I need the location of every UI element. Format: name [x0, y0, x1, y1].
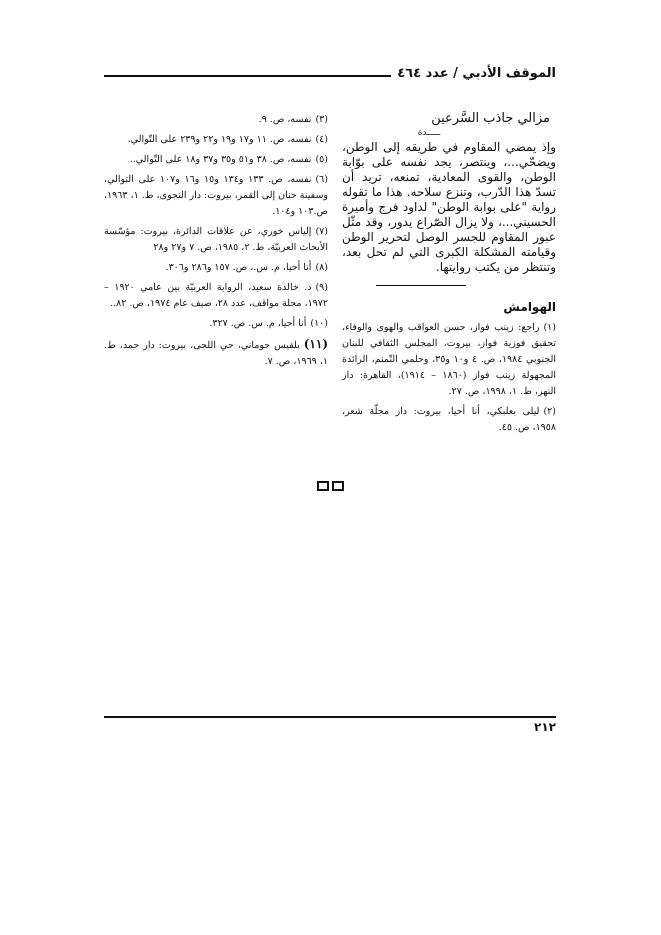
footnote-number: (١) [543, 322, 556, 333]
running-header [104, 62, 556, 84]
footnote-11 [104, 336, 328, 370]
footnote-text: راجع: زينب فواز، حسن العواقب والهوى والوفاء، تحقيق فوزية فواز، بيروت، المجلس الثقافي للبنان الجنوبي ١٩٨٤، ص. ٤ و١٠ و٣٥، وحلمي التّمنم، الرائدة المجهولة زينب فواز (١٨٦٠ – ١٩١٤)، القاهرة: دار النهر، ط. ١، ١٩٩٨، ص. ٢٧. [342, 322, 557, 397]
footnote-1 [342, 320, 556, 400]
poem-line: مزالي جاذب السَّرعين [431, 111, 550, 126]
poem-mark: ـــــدة [417, 128, 441, 138]
footnote-text: نفسه، ص. ١١ و١٧ و١٩ و٢٢ و٢٣٩ على التّوالي. [127, 134, 312, 145]
footnote-6 [104, 172, 328, 220]
footnote-3 [104, 112, 328, 128]
footnotes-column [104, 112, 328, 374]
header-rule [104, 75, 391, 77]
square-ornament-icon [332, 481, 344, 491]
footnote-number: (٢) [543, 406, 556, 417]
square-ornament-icon [317, 481, 329, 491]
footnote-text: نفسه، ص. ١٣٣ و١٣٤ و١٥ و١٦ و١٠٧ على التوالي، وسفينة حنان إلى القمر، بيروت: دار النجوى، ط. ١، ١٩٦٣، ص.١٠٣ و١٠٤. [104, 174, 328, 217]
footnote-7 [104, 224, 328, 256]
footnote-text: نفسه، ص. ٣٨ و٥١ و٣٥ و٣٧ و١٨ على التّوالي.. [129, 154, 312, 165]
footnote-number: (٨) [315, 262, 328, 273]
footnote-number: (٦) [315, 174, 328, 185]
main-text-column [342, 110, 556, 440]
footnote-number: (٥) [315, 154, 328, 165]
footnote-number: (١٠) [310, 318, 328, 329]
page-number: ٢١٢ [534, 720, 556, 734]
section-separator [376, 285, 466, 286]
footnote-number: (١١) [303, 337, 328, 351]
footnotes-heading: الهوامش [503, 300, 556, 314]
section-end-ornament [313, 481, 347, 493]
journal-title: الموقف الأدبي / عدد ٤٦٤ [397, 65, 556, 81]
footnote-9 [104, 280, 328, 312]
footnote-8 [104, 260, 328, 276]
footnote-10 [104, 316, 328, 332]
body-paragraph: وإذ يمضي المقاوم في طريقه إلى الوطن، ويضحّي...، وينتصر، يجد نفسه على بوّابة الوطن، والقوى المعادية، تمنعه، تريد أن تسدّ هذا الدّرب، وتنزع سلاحه. هذا ما تقوله رواية "على بوابة الوطن" لداود فرج وأميرة الحسيني...، ولا يزال الصّراع يدور، وقد مثّل عبور المقاوم للجسر الوصل لتحرير الوطن وقيامته المشكلة الكبرى التي لم تحل بعد، وتنتظر من يكتب روايتها. [342, 140, 556, 274]
footnote-text: أنا أحيا، م. س.، ص. ١٥٧ و٢٨٦ و٣٠٦. [165, 262, 312, 273]
footnote-number: (٣) [315, 114, 328, 125]
footnote-number: (٩) [315, 282, 328, 293]
footnote-text: ليلى بعلبكي، أنا أحيا، بيروت: دار مجلّة شعر، ١٩٥٨، ص. ٤٥. [342, 406, 556, 433]
footer-rule [104, 716, 556, 718]
footnote-5 [104, 152, 328, 168]
footnote-2 [342, 404, 556, 436]
footnote-4 [104, 132, 328, 148]
footnote-number: (٧) [315, 226, 328, 237]
footnote-text: أنا أحيا، م. س. ص. ٣٢٧. [209, 318, 307, 329]
footnote-text: نفسه، ص. ٩. [258, 114, 312, 125]
footnote-text: د. خالدة سعيد، الرواية العربيّة بين عامي ١٩٢٠ – ١٩٧٢، مجلة مواقف، عدد ٢٨، صيف عام ١٩٧٤، ص. ٨٢.. [104, 282, 328, 309]
footnote-number: (٤) [315, 134, 328, 145]
footnote-text: بلقيس حوماني، حي اللجى، بيروت: دار حمد، ط. ١، ١٩٦٩، ص. ٧. [104, 340, 328, 367]
footnote-text: إلياس خوري، عن علاقات الدائرة، بيروت: مؤسّسة الأبحاث العربيّة، ط. ٢، ١٩٨٥، ص. ٧ و٢٧ و٢٨ [104, 226, 328, 253]
